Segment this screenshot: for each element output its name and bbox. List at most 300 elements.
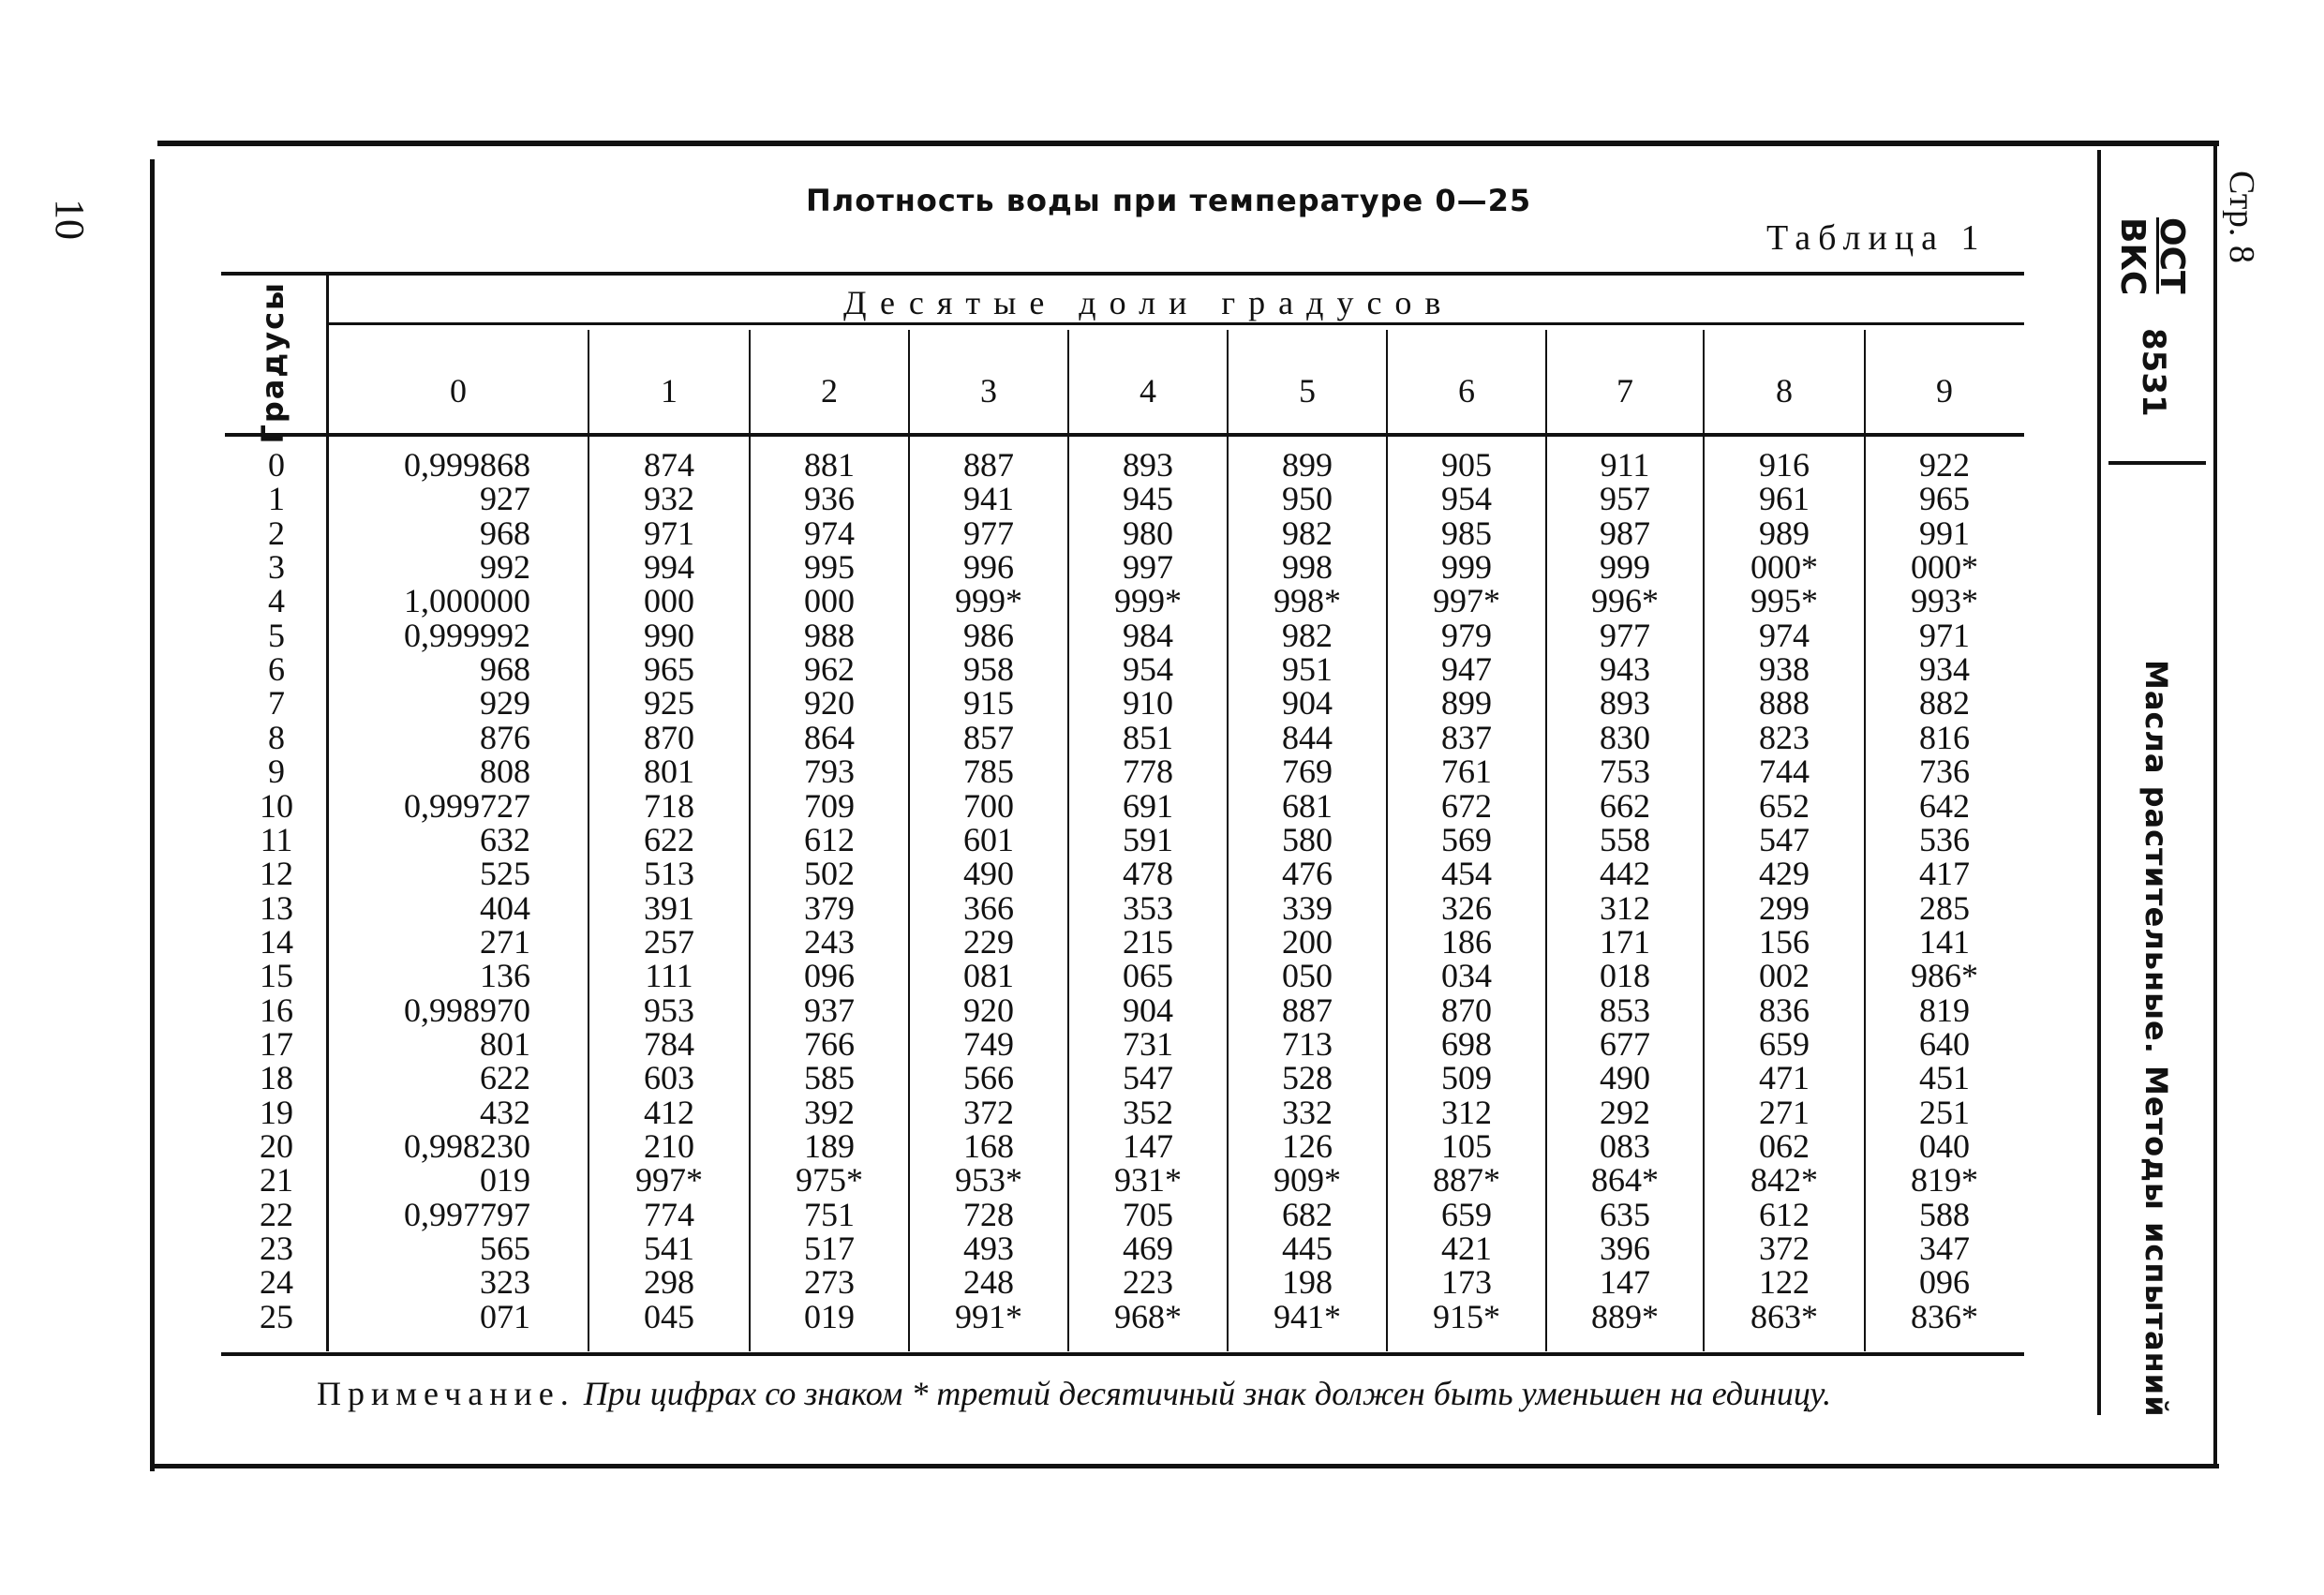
table-cell: 997*	[635, 1161, 703, 1200]
row-degree: 12	[260, 855, 293, 893]
table-cell: 642	[1919, 786, 1970, 825]
row-degree: 3	[268, 548, 285, 587]
table-cell: 980	[1123, 514, 1173, 552]
table-cell: 705	[1123, 1195, 1173, 1233]
table-cell: 392	[804, 1093, 855, 1131]
table-cell: 147	[1600, 1263, 1650, 1302]
table-cell: 096	[1919, 1263, 1970, 1302]
table-cell: 391	[644, 888, 694, 927]
row-degree: 8	[268, 718, 285, 756]
row-degree: 15	[260, 957, 293, 995]
table-cell: 565	[480, 1230, 530, 1268]
table-cell: 929	[480, 684, 530, 723]
column-header: 1	[661, 372, 678, 410]
table-cell: 536	[1919, 820, 1970, 858]
row-degree: 6	[268, 650, 285, 689]
row-degree: 18	[260, 1059, 293, 1097]
table-cell: 528	[1282, 1059, 1333, 1097]
table-cell: 062	[1759, 1127, 1810, 1165]
table-cell: 766	[804, 1024, 855, 1063]
table-cell: 071	[480, 1297, 530, 1335]
table-cell: 864	[804, 718, 855, 756]
row-degree: 14	[260, 922, 293, 961]
table-cell: 823	[1759, 718, 1810, 756]
table-cell: 229	[963, 922, 1014, 961]
table-cell: 997*	[1433, 582, 1500, 620]
table-cell: 0,997797	[404, 1195, 530, 1233]
table-label: Таблица 1	[1766, 218, 1987, 258]
table-cell: 200	[1282, 922, 1333, 961]
table-cell: 632	[480, 820, 530, 858]
table-cell: 081	[963, 957, 1014, 995]
table-cell: 547	[1123, 1059, 1173, 1097]
table-cell: 994	[644, 548, 694, 587]
tenths-underline	[328, 322, 2024, 325]
ost-label: ОСТ	[2153, 217, 2191, 294]
table-cell: 899	[1282, 446, 1333, 484]
table-cell: 915	[963, 684, 1014, 723]
table-cell: 837	[1441, 718, 1492, 756]
table-cell: 372	[1759, 1230, 1810, 1268]
table-cell: 352	[1123, 1093, 1173, 1131]
table-cell: 569	[1441, 820, 1492, 858]
table-cell: 920	[804, 684, 855, 723]
table-cell: 126	[1282, 1127, 1333, 1165]
note-label: Примечание.	[317, 1375, 575, 1412]
row-degree: 23	[260, 1230, 293, 1268]
row-degree: 25	[260, 1297, 293, 1335]
page-title: Плотность воды при температуре 0—25	[806, 183, 1532, 218]
table-cell: 223	[1123, 1263, 1173, 1302]
table-cell: 257	[644, 922, 694, 961]
table-cell: 111	[645, 957, 693, 995]
table-cell: 445	[1282, 1230, 1333, 1268]
table-cell: 469	[1123, 1230, 1173, 1268]
table-cell: 000	[644, 582, 694, 620]
table-cell: 988	[804, 616, 855, 654]
right-border	[2213, 141, 2217, 1468]
table-cell: 999	[1600, 548, 1650, 587]
table-cell: 640	[1919, 1024, 1970, 1063]
table-cell: 836	[1759, 991, 1810, 1029]
table-cell: 034	[1441, 957, 1492, 995]
table-cell: 989	[1759, 514, 1810, 552]
table-cell: 974	[804, 514, 855, 552]
table-cell: 0,999727	[404, 786, 530, 825]
table-cell: 992	[480, 548, 530, 587]
table-cell: 979	[1441, 616, 1492, 654]
standard-vks	[2113, 217, 2152, 295]
table-cell: 210	[644, 1127, 694, 1165]
row-degree: 24	[260, 1263, 293, 1302]
table-cell: 273	[804, 1263, 855, 1302]
table-cell: 451	[1919, 1059, 1970, 1097]
table-cell: 432	[480, 1093, 530, 1131]
table-cell: 019	[804, 1297, 855, 1335]
page-number: 10	[47, 199, 93, 240]
table-cell: 947	[1441, 650, 1492, 689]
table-cell: 910	[1123, 684, 1173, 723]
table-cell: 299	[1759, 888, 1810, 927]
table-cell: 065	[1123, 957, 1173, 995]
column-header: 8	[1776, 372, 1793, 410]
table-cell: 977	[963, 514, 1014, 552]
table-cell: 857	[963, 718, 1014, 756]
table-cell: 147	[1123, 1127, 1173, 1165]
degrees-col-rule	[326, 274, 329, 1351]
table-cell: 323	[480, 1263, 530, 1302]
table-bottom-rule	[221, 1352, 2024, 1356]
table-cell: 844	[1282, 718, 1333, 756]
table-cell: 887	[1282, 991, 1333, 1029]
table-cell: 271	[1759, 1093, 1810, 1131]
table-cell: 612	[804, 820, 855, 858]
table-cell: 709	[804, 786, 855, 825]
table-cell: 736	[1919, 753, 1970, 791]
table-cell: 909*	[1274, 1161, 1341, 1200]
table-cell: 998	[1282, 548, 1333, 587]
table-cell: 096	[804, 957, 855, 995]
table-cell: 954	[1123, 650, 1173, 689]
table-cell: 968	[480, 650, 530, 689]
table-cell: 326	[1441, 888, 1492, 927]
table-cell: 974	[1759, 616, 1810, 654]
table-cell: 186	[1441, 922, 1492, 961]
table-cell: 945	[1123, 480, 1173, 518]
table-cell: 915*	[1433, 1297, 1500, 1335]
table-cell: 105	[1441, 1127, 1492, 1165]
table-cell: 493	[963, 1230, 1014, 1268]
table-cell: 965	[1919, 480, 1970, 518]
table-cell: 298	[644, 1263, 694, 1302]
row-degree: 17	[260, 1024, 293, 1063]
table-cell: 215	[1123, 922, 1173, 961]
column-header: 6	[1458, 372, 1475, 410]
table-cell: 999*	[1114, 582, 1182, 620]
table-cell: 925	[644, 684, 694, 723]
table-cell: 243	[804, 922, 855, 961]
table-cell: 0,998970	[404, 991, 530, 1029]
table-cell: 881	[804, 446, 855, 484]
table-cell: 774	[644, 1195, 694, 1233]
row-degree: 7	[268, 684, 285, 723]
table-cell: 271	[480, 922, 530, 961]
side-panel-border	[2097, 150, 2101, 1415]
row-degree: 5	[268, 616, 285, 654]
table-cell: 000	[804, 582, 855, 620]
table-cell: 312	[1600, 888, 1650, 927]
table-cell: 509	[1441, 1059, 1492, 1097]
table-cell: 920	[963, 991, 1014, 1029]
table-cell: 853	[1600, 991, 1650, 1029]
table-cell: 996	[963, 548, 1014, 587]
table-cell: 816	[1919, 718, 1970, 756]
table-cell: 347	[1919, 1230, 1970, 1268]
table-cell: 558	[1600, 820, 1650, 858]
table-cell: 0,999992	[404, 616, 530, 654]
row-degree: 10	[260, 786, 293, 825]
table-cell: 156	[1759, 922, 1810, 961]
table-cell: 874	[644, 446, 694, 484]
table-cell: 882	[1919, 684, 1970, 723]
table-cell: 591	[1123, 820, 1173, 858]
table-cell: 603	[644, 1059, 694, 1097]
table-cell: 851	[1123, 718, 1173, 756]
table-cell: 525	[480, 855, 530, 893]
table-cell: 040	[1919, 1127, 1970, 1165]
table-cell: 778	[1123, 753, 1173, 791]
table-cell: 899	[1441, 684, 1492, 723]
table-cell: 601	[963, 820, 1014, 858]
table-cell: 842*	[1750, 1161, 1818, 1200]
table-cell: 965	[644, 650, 694, 689]
table-cell: 769	[1282, 753, 1333, 791]
table-cell: 659	[1759, 1024, 1810, 1063]
table-cell: 870	[644, 718, 694, 756]
table-cell: 731	[1123, 1024, 1173, 1063]
table-cell: 622	[480, 1059, 530, 1097]
table-cell: 968	[480, 514, 530, 552]
table-cell: 412	[644, 1093, 694, 1131]
table-cell: 751	[804, 1195, 855, 1233]
table-cell: 951	[1282, 650, 1333, 689]
table-cell: 889*	[1591, 1297, 1659, 1335]
table-cell: 173	[1441, 1263, 1492, 1302]
table-cell: 950	[1282, 480, 1333, 518]
table-cell: 404	[480, 888, 530, 927]
table-cell: 681	[1282, 786, 1333, 825]
table-cell: 622	[644, 820, 694, 858]
table-cell: 251	[1919, 1093, 1970, 1131]
table-cell: 490	[1600, 1059, 1650, 1097]
table-cell: 991	[1919, 514, 1970, 552]
table-cell: 876	[480, 718, 530, 756]
table-cell: 285	[1919, 888, 1970, 927]
table-cell: 931*	[1114, 1161, 1182, 1200]
table-cell: 904	[1282, 684, 1333, 723]
table-cell: 677	[1600, 1024, 1650, 1063]
table-cell: 993*	[1911, 582, 1978, 620]
table-cell: 982	[1282, 514, 1333, 552]
table-cell: 379	[804, 888, 855, 927]
table-cell: 905	[1441, 446, 1492, 484]
table-cell: 941*	[1274, 1297, 1341, 1335]
table-cell: 887	[963, 446, 1014, 484]
table-cell: 888	[1759, 684, 1810, 723]
column-header: 0	[450, 372, 467, 410]
row-degree: 21	[260, 1161, 293, 1200]
table-cell: 248	[963, 1263, 1014, 1302]
table-cell: 478	[1123, 855, 1173, 893]
table-cell: 547	[1759, 820, 1810, 858]
table-cell: 691	[1123, 786, 1173, 825]
table-cell: 971	[1919, 616, 1970, 654]
table-cell: 943	[1600, 650, 1650, 689]
table-cell: 000*	[1911, 548, 1978, 587]
table-cell: 971	[644, 514, 694, 552]
table-cell: 870	[1441, 991, 1492, 1029]
table-cell: 339	[1282, 888, 1333, 927]
table-cell: 513	[644, 855, 694, 893]
table-cell: 713	[1282, 1024, 1333, 1063]
column-header: 7	[1616, 372, 1633, 410]
row-degree: 20	[260, 1127, 293, 1165]
table-cell: 998*	[1274, 582, 1341, 620]
table-cell: 982	[1282, 616, 1333, 654]
table-cell: 785	[963, 753, 1014, 791]
left-border	[150, 159, 155, 1471]
table-cell: 934	[1919, 650, 1970, 689]
table-cell: 986*	[1911, 957, 1978, 995]
table-cell: 471	[1759, 1059, 1810, 1097]
row-degree: 13	[260, 888, 293, 927]
table-cell: 635	[1600, 1195, 1650, 1233]
row-degree: 16	[260, 991, 293, 1029]
table-cell: 995*	[1750, 582, 1818, 620]
table-cell: 698	[1441, 1024, 1492, 1063]
table-cell: 353	[1123, 888, 1173, 927]
table-cell: 332	[1282, 1093, 1333, 1131]
table-cell: 580	[1282, 820, 1333, 858]
table-cell: 995	[804, 548, 855, 587]
table-cell: 002	[1759, 957, 1810, 995]
table-cell: 744	[1759, 753, 1810, 791]
table-cell: 801	[644, 753, 694, 791]
row-degree: 9	[268, 753, 285, 791]
table-cell: 887*	[1433, 1161, 1500, 1200]
table-cell: 975*	[796, 1161, 863, 1200]
table-cell: 904	[1123, 991, 1173, 1029]
table-cell: 984	[1123, 616, 1173, 654]
table-cell: 941	[963, 480, 1014, 518]
column-header: 9	[1936, 372, 1953, 410]
table-cell: 793	[804, 753, 855, 791]
bottom-border	[152, 1464, 2219, 1468]
tenths-header: Десятые доли градусов	[843, 284, 1454, 321]
table-cell: 991*	[955, 1297, 1022, 1335]
table-cell: 682	[1282, 1195, 1333, 1233]
table-cell: 652	[1759, 786, 1810, 825]
table-cell: 977	[1600, 616, 1650, 654]
table-cell: 612	[1759, 1195, 1810, 1233]
table-cell: 083	[1600, 1127, 1650, 1165]
degrees-header: Градусы	[255, 281, 290, 444]
table-cell: 957	[1600, 480, 1650, 518]
table-cell: 171	[1600, 922, 1650, 961]
table-cell: 490	[963, 855, 1014, 893]
table-cell: 968*	[1114, 1297, 1182, 1335]
note-text: При цифрах со знаком * третий десятичный знак должен быть уменьшен на единицу.	[583, 1375, 1832, 1412]
table-cell: 659	[1441, 1195, 1492, 1233]
side-panel-divider	[2108, 461, 2206, 465]
standard-code: 8531	[2135, 328, 2172, 417]
row-degree: 22	[260, 1195, 293, 1233]
table-cell: 922	[1919, 446, 1970, 484]
column-header: 3	[980, 372, 997, 410]
table-cell: 312	[1441, 1093, 1492, 1131]
table-cell: 819	[1919, 991, 1970, 1029]
table-cell: 999	[1441, 548, 1492, 587]
table-cell: 728	[963, 1195, 1014, 1233]
table-cell: 585	[804, 1059, 855, 1097]
table-cell: 0,998230	[404, 1127, 530, 1165]
table-cell: 937	[804, 991, 855, 1029]
table-cell: 953	[644, 991, 694, 1029]
table-cell: 927	[480, 480, 530, 518]
table-cell: 168	[963, 1127, 1014, 1165]
row-degree: 0	[268, 446, 285, 484]
table-cell: 893	[1123, 446, 1173, 484]
table-cell: 396	[1600, 1230, 1650, 1268]
table-cell: 718	[644, 786, 694, 825]
table-cell: 417	[1919, 855, 1970, 893]
table-cell: 421	[1441, 1230, 1492, 1268]
table-cell: 987	[1600, 514, 1650, 552]
table-cell: 753	[1600, 753, 1650, 791]
row-degree: 2	[268, 514, 285, 552]
table-cell: 292	[1600, 1093, 1650, 1131]
table-cell: 517	[804, 1230, 855, 1268]
table-cell: 932	[644, 480, 694, 518]
standard-ost	[2153, 217, 2191, 294]
table-cell: 761	[1441, 753, 1492, 791]
table-cell: 700	[963, 786, 1014, 825]
side-title: Масла растительные. Методы испытаний	[2138, 660, 2174, 1418]
table-cell: 808	[480, 753, 530, 791]
table-cell: 1,000000	[404, 582, 530, 620]
column-header: 2	[821, 372, 838, 410]
table-cell: 784	[644, 1024, 694, 1063]
table-cell: 372	[963, 1093, 1014, 1131]
table-cell: 541	[644, 1230, 694, 1268]
table-cell: 893	[1600, 684, 1650, 723]
table-cell: 018	[1600, 957, 1650, 995]
table-cell: 366	[963, 888, 1014, 927]
table-cell: 936	[804, 480, 855, 518]
table-cell: 502	[804, 855, 855, 893]
table-cell: 588	[1919, 1195, 1970, 1233]
table-top-rule	[221, 272, 2024, 276]
table-cell: 953*	[955, 1161, 1022, 1200]
table-cell: 0,999868	[404, 446, 530, 484]
table-cell: 662	[1600, 786, 1650, 825]
row-degree: 11	[260, 820, 293, 858]
row-degree: 1	[268, 480, 285, 518]
top-border	[157, 141, 2219, 146]
table-cell: 864*	[1591, 1161, 1659, 1200]
vks-label: ВКС	[2113, 217, 2152, 296]
table-cell: 749	[963, 1024, 1014, 1063]
table-cell: 672	[1441, 786, 1492, 825]
table-cell: 958	[963, 650, 1014, 689]
table-note	[317, 1374, 1831, 1413]
table-cell: 916	[1759, 446, 1810, 484]
table-cell: 045	[644, 1297, 694, 1335]
table-cell: 141	[1919, 922, 1970, 961]
table-cell: 985	[1441, 514, 1492, 552]
table-cell: 911	[1600, 446, 1650, 484]
table-cell: 954	[1441, 480, 1492, 518]
row-degree: 4	[268, 582, 285, 620]
table-cell: 962	[804, 650, 855, 689]
table-cell: 819*	[1911, 1161, 1978, 1200]
table-cell: 189	[804, 1127, 855, 1165]
column-header: 4	[1140, 372, 1156, 410]
table-cell: 986	[963, 616, 1014, 654]
table-cell: 429	[1759, 855, 1810, 893]
table-cell: 990	[644, 616, 694, 654]
table-cell: 198	[1282, 1263, 1333, 1302]
